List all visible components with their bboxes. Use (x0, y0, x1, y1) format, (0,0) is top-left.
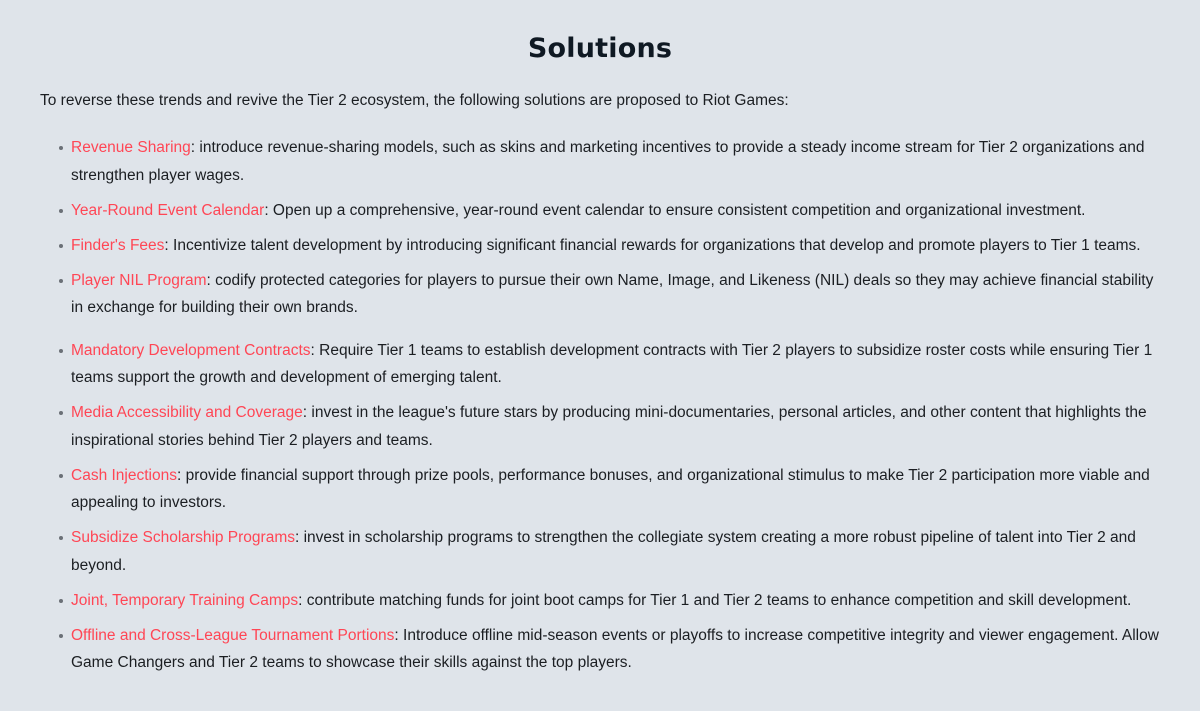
solution-term-link[interactable]: Subsidize Scholarship Programs (71, 529, 295, 546)
solution-description: : Incentivize talent development by introducing significant financial rewards for organizations that develop and promote players to Tier 1 teams. (164, 236, 1141, 254)
solution-item-cash-injections (40, 462, 1160, 517)
bullet-icon (59, 146, 63, 150)
solution-item-player-nil-program (40, 267, 1160, 322)
bullet-icon (59, 599, 63, 603)
bullet-icon (59, 349, 63, 353)
solution-description: : Open up a comprehensive, year-round event calendar to ensure consistent competition and organizational investment. (264, 201, 1086, 219)
bullet-icon (59, 536, 63, 540)
solution-term-link[interactable]: Joint, Temporary Training Camps (71, 591, 299, 609)
solutions-list (40, 134, 1160, 677)
bullet-icon (59, 411, 63, 415)
solution-item-joint-training-camps (40, 587, 1160, 615)
solution-description: : Introduce offline mid-season events or playoffs to increase competitive integrity and viewer engagement. Allow Game Changers and Tier 2 teams to showcase their skills against the top players. (71, 626, 1159, 671)
solution-item-offline-cross-league-tournament (40, 622, 1160, 677)
solution-description: : codify protected categories for players to pursue their own Name, Image, and Likeness (NIL) deals so they may achieve financial stability in exchange for building their own brands. (71, 271, 1154, 316)
solution-description: : invest in the league's future stars by producing mini-documentaries, personal articles, and other content that highlights the inspirational stories behind Tier 2 players and teams. (71, 404, 1147, 449)
bullet-icon (59, 244, 63, 248)
solution-item-year-round-event-calendar (40, 197, 1160, 225)
intro-paragraph: To reverse these trends and revive the Tier 2 ecosystem, the following solutions are proposed to Riot Games: (40, 92, 789, 109)
solution-item-revenue-sharing (40, 134, 1160, 189)
solution-description: : Require Tier 1 teams to establish development contracts with Tier 2 players to subsidize roster costs while ensuring Tier 1 teams support the growth and development of emerging talent. (71, 341, 1153, 386)
solution-term-link[interactable]: Media Accessibility and Coverage (71, 404, 303, 421)
solution-term-link[interactable]: Cash Injections (71, 466, 177, 484)
solution-description: : introduce revenue-sharing models, such as skins and marketing incentives to provide a steady income stream for Tier 2 organizations and strengthen player wages. (71, 139, 1145, 184)
solution-item-finders-fees (40, 232, 1160, 260)
solution-item-subsidize-scholarship-programs (40, 524, 1160, 579)
page-title: Solutions (527, 33, 673, 64)
solution-description: : invest in scholarship programs to strengthen the collegiate system creating a more robust pipeline of talent into Tier 2 and beyond. (71, 529, 1136, 574)
solution-item-media-accessibility (40, 399, 1160, 454)
solution-description: : provide financial support through prize pools, performance bonuses, and organizational stimulus to make Tier 2 participation more viable and appealing to investors. (71, 466, 1150, 511)
solution-term-link[interactable]: Player NIL Program (71, 271, 207, 289)
solution-item-mandatory-development-contracts (40, 337, 1160, 392)
solution-term-link[interactable]: Mandatory Development Contracts (71, 341, 311, 359)
solution-term-link[interactable]: Revenue Sharing (71, 139, 191, 156)
solution-term-link[interactable]: Finder's Fees (71, 236, 165, 254)
bullet-icon (59, 279, 63, 283)
solution-description: : contribute matching funds for joint boot camps for Tier 1 and Tier 2 teams to enhance competition and skill development. (298, 591, 1132, 609)
bullet-icon (59, 634, 63, 638)
solution-term-link[interactable]: Offline and Cross-League Tournament Portions (71, 626, 395, 644)
bullet-icon (59, 474, 63, 478)
bullet-icon (59, 209, 63, 213)
solution-term-link[interactable]: Year-Round Event Calendar (71, 201, 265, 219)
